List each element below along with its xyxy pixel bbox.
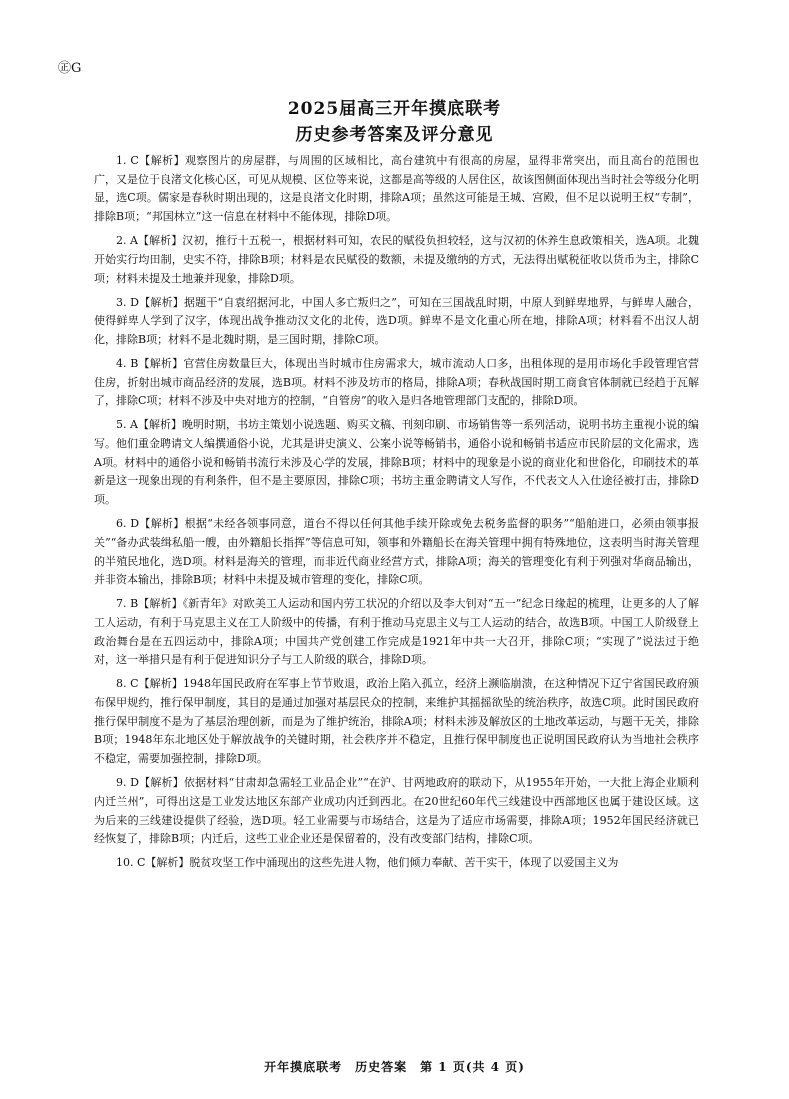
exam-title: 2025届高三开年摸底联考 bbox=[287, 99, 502, 119]
answer-item-4: 4. B【解析】官营住房数量巨大，体现出当时城市住房需求大，城市流动人口多，出租体现的是用市场化手段管理官营住房，折射出城市商品经济的发展，选B项。材料不涉及坊市的格局，排除A项；春秋战国时期工商食官体制就已经趋于瓦解了，排除C项；材料不涉及中央对地方的控制，“自管房”的收入是归各地管理部门支配的，排除D项。 bbox=[94, 356, 699, 408]
answer-item-7: 7. B【解析】《新青年》对欧美工人运动和国内劳工状况的介绍以及李大钊对“五一”纪念日缘起的梳理，让更多的人了解工人运动，有利于马克思主义在工人阶级中的传播，有利于推动马克思主义与工人运动的结合，故选B项。中国工人阶级登上政治舞台是在五四运动中，排除A项；中国共产党创建工作完成是1921年中共一大召开，排除C项；“实现了”说法过于绝对，这一举措只是有利于促进知识分子与工人阶级的联合，排除D项。 bbox=[94, 597, 699, 667]
answer-item-8: 8. C【解析】1948年国民政府在军事上节节败退，政治上陷入孤立，经济上濒临崩溃，在这种情况下辽宁省国民政府颁布保甲规约，推行保甲制度，其目的是通过加强对基层民众的控制，来维护其摇摇欲坠的统治秩序，故选C项。此时国民政府推行保甲制度不是为了基层治理创新，而是为了维护统治，排除A项；材料未涉及解放区的土地改革运动，与题干无关，排除B项；1948年东北地区处于解放战争的关键时期，社会秩序并不稳定，且推行保甲制度也正说明国民政府认为当地社会秩序不稳定，需要加强控制，排除D项。 bbox=[94, 677, 699, 766]
answer-item-2: 2. A【解析】汉初，推行十五税一，根据材料可知，农民的赋役负担较轻，这与汉初的休养生息政策相关，选A项。北魏开始实行均田制，史实不符，排除B项；材料是农民赋役的数额，未提及缴纳的方式，无法得出赋税征收以货币为主，排除C项；材料未提及土地兼并现象，排除D项。 bbox=[94, 234, 699, 285]
answer-explanations bbox=[94, 152, 699, 878]
answer-item-9: 9. D【解析】依据材料“甘肃却急需轻工业品企业”“在沪、甘两地政府的联动下，从1955年开始，一大批上海企业顺利内迁兰州”，可得出这是工业发达地区东部产业成功内迁到西北。在20世纪60年代三线建设中西部地区也属于建设区域。这为后来的三线建设提供了经验，选D项。轻工业需要与市场结合，这是为了适应市场需要，排除A项；1952年国民经济就已经恢复了，排除B项；内迁后，这些工业企业还是保留着的，没有改变部门结构，排除C项。 bbox=[94, 776, 699, 846]
document-subtitle: 历史参考答案及评分意见 bbox=[295, 125, 494, 145]
answer-item-5: 5. A【解析】晚明时期，书坊主策划小说选题、购买文稿、刊刻印刷、市场销售等一系列活动，说明书坊主重视小说的编写。他们重金聘请文人编撰通俗小说，尤其是讲史演义、公案小说等畅销书，通俗小说和畅销书适应市民阶层的文化需求，选A项。材料中的通俗小说和畅销书流行未涉及心学的发展，排除B项；材料中的现象是小说的商业化和世俗化，印刷技术的革新是这一现象出现的有利条件，但不是主要原因，排除C项；书坊主重金聘请文人写作，不代表文人入仕途径被打击，排除D项。 bbox=[94, 418, 699, 507]
exam-brand-mark: ㊣G bbox=[58, 61, 82, 76]
answer-item-10: 10. C【解析】脱贫攻坚工作中涌现出的这些先进人物，他们倾力奉献、苦干实干，体现了以爱国主义为 bbox=[116, 856, 619, 870]
answer-item-1: 1. C【解析】观察图片的房屋群，与周围的区域相比，高台建筑中有很高的房屋，显得非常突出，而且高台的范围也广，又是位于良渚文化核心区，可见从规模、区位等来说，这都是高等级的人居住区，故该图侧面体现出当时社会等级分化明显，选C项。儒家是春秋时期出现的，这是良渚文化时期，排除A项；虽然这可能是王城、宫殿，但不足以说明王权“专制”，排除B项；“邦国林立”这一信息在材料中不能体现，排除D项。 bbox=[94, 154, 699, 224]
answer-item-6: 6. D【解析】根据“未经各领事同意，道台不得以任何其他手续开除或免去税务监督的职务”“船舶进口，必须由领事报关”“备办武装缉私船一艘，由外籍船长指挥”等信息可知，领事和外籍船长在海关管理中拥有特殊地位，这表明当时海关管理的半殖民地化，选D项。材料是海关的管理，而非近代商业经营方式，排除A项；海关的管理变化有利于列强对华商品输出，并非资本输出，排除B项；材料中未提及城市管理的变化，排除C项。 bbox=[94, 517, 699, 587]
page-footer: 开年摸底联考 历史答案 第 1 页(共 4 页) bbox=[264, 1060, 525, 1074]
answer-item-3: 3. D【解析】据题干“自袁绍据河北，中国人多亡叛归之”，可知在三国战乱时期，中原人到鲜卑地界，与鲜卑人融合，使得鲜卑人学到了汉字，体现出战争推动汉文化的北传，选D项。鲜卑不是文化重心所在地，排除A项；材料看不出汉人胡化，排除B项；材料不是北魏时期，是三国时期，排除C项。 bbox=[94, 295, 699, 346]
